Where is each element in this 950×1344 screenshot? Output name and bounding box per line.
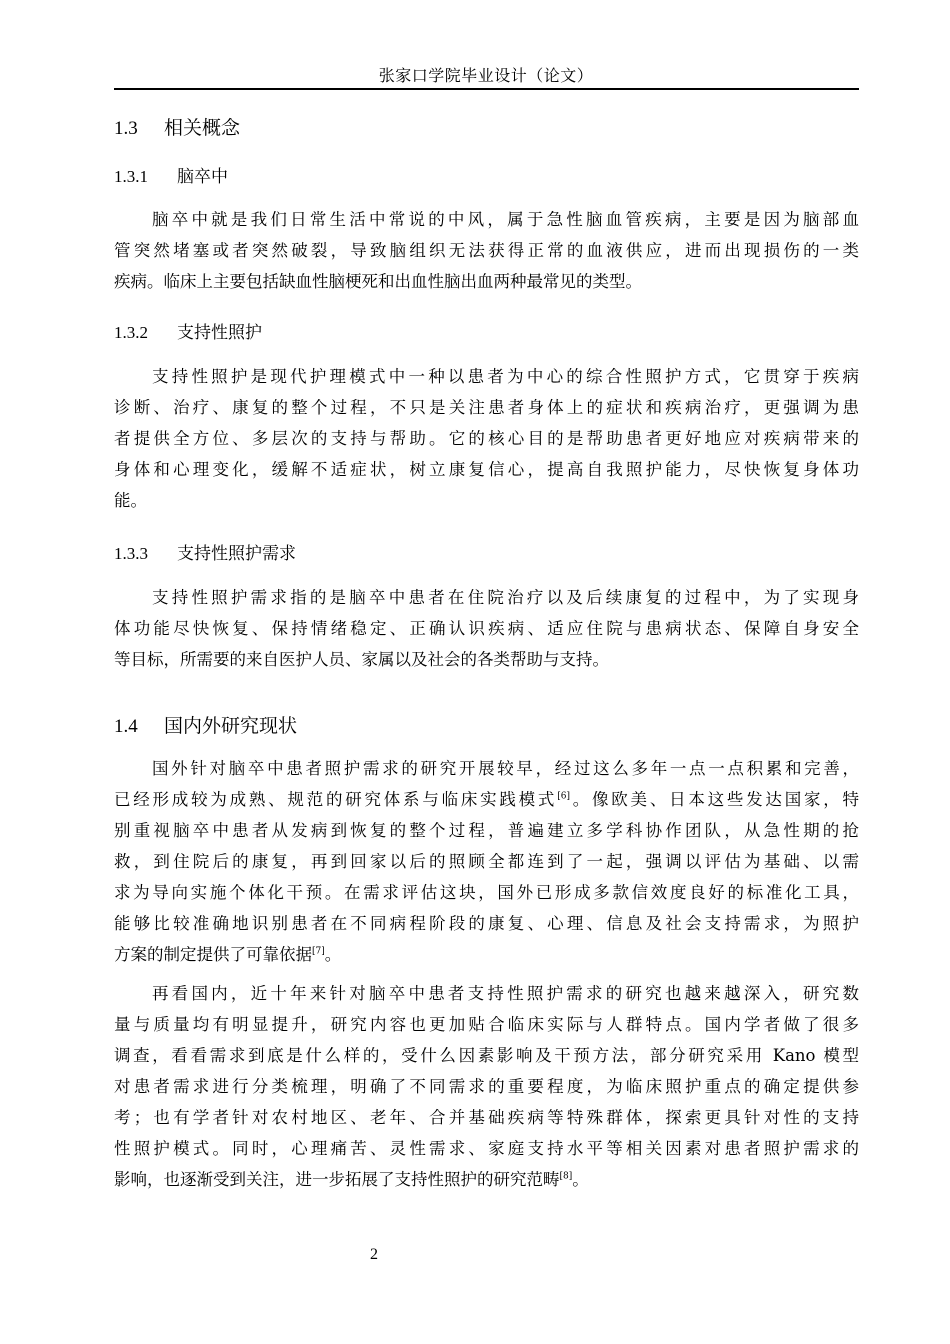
text-line: 性照护模式。同时，心理痛苦、灵性需求、家庭支持水平等相关因素对患者照护需求的 xyxy=(114,1139,859,1158)
text-line: 能够比较准确地识别患者在不同病程阶段的康复、心理、信息及社会支持需求，为照护 xyxy=(114,914,859,933)
heading-title: 支持性照护需求 xyxy=(177,544,296,564)
paragraph-domestic-research xyxy=(114,978,859,1195)
text-line: 对患者需求进行分类梳理，明确了不同需求的重要程度，为临床照护重点的确定提供参 xyxy=(114,1077,859,1096)
text-segment: 。 xyxy=(572,1170,589,1189)
heading-number: 1.4 xyxy=(114,716,138,737)
heading-1-4 xyxy=(114,714,297,739)
text-line xyxy=(114,784,859,815)
text-segment: 影响，也逐渐受到关注，进一步拓展了支持性照护的研究范畴 xyxy=(114,1170,560,1189)
heading-1-3-1 xyxy=(114,166,228,188)
citation-ref: [6] xyxy=(557,791,570,802)
header-divider xyxy=(114,88,859,90)
citation-ref: [8] xyxy=(559,1171,573,1182)
paragraph-stroke-definition xyxy=(114,204,859,297)
heading-title: 支持性照护 xyxy=(177,323,262,343)
text-line: 别重视脑卒中患者从发病到恢复的整个过程，普遍建立多学科协作团队，从急性期的抢 xyxy=(114,821,859,840)
heading-title: 国内外研究现状 xyxy=(164,715,298,737)
heading-title: 脑卒中 xyxy=(177,167,228,187)
text-line: 管突然堵塞或者突然破裂，导致脑组织无法获得正常的血液供应，进而出现损伤的一类 xyxy=(114,241,859,260)
heading-1-3 xyxy=(114,116,240,141)
heading-number: 1.3.1 xyxy=(114,167,148,186)
text-line: 救，到住院后的康复，再到回家以后的照顾全都连到了一起，强调以评估为基础、以需 xyxy=(114,852,859,871)
heading-number: 1.3.3 xyxy=(114,544,148,563)
heading-number: 1.3 xyxy=(114,118,138,139)
text-line: 再看国内，近十年来针对脑卒中患者支持性照护需求的研究也越来越深入，研究数 xyxy=(152,984,859,1003)
text-segment: 。像欧美、日本这些发达国家，特 xyxy=(569,790,860,809)
heading-title: 相关概念 xyxy=(164,117,241,139)
text-line: 体功能尽快恢复、保持情绪稳定、正确认识疾病、适应住院与患病状态、保障自身安全 xyxy=(114,619,859,638)
text-segment: 。 xyxy=(324,945,342,964)
text-line: 身体和心理变化，缓解不适症状，树立康复信心，提高自我照护能力，尽快恢复身体功 xyxy=(114,460,859,479)
text-segment: 方案的制定提供了可靠依据 xyxy=(114,945,312,964)
text-line: 求为导向实施个体化干预。在需求评估这块，国外已形成多款信效度良好的标准化工具， xyxy=(114,883,859,902)
text-line: 支持性照护需求指的是脑卒中患者在住院治疗以及后续康复的过程中，为了实现身 xyxy=(152,588,859,607)
text-line: 等目标，所需要的来自医护人员、家属以及社会的各类帮助与支持。 xyxy=(114,650,609,669)
paragraph-supportive-care-needs xyxy=(114,582,859,675)
text-line: 支持性照护是现代护理模式中一种以患者为中心的综合性照护方式，它贯穿于疾病 xyxy=(152,367,859,386)
text-line: 脑卒中就是我们日常生活中常说的中风，属于急性脑血管疾病，主要是因为脑部血 xyxy=(152,210,859,229)
text-line: 疾病。临床上主要包括缺血性脑梗死和出血性脑出血两种最常见的类型。 xyxy=(114,272,642,291)
heading-1-3-3 xyxy=(114,543,296,565)
heading-number: 1.3.2 xyxy=(114,323,148,342)
text-line: 诊断、治疗、康复的整个过程，不只是关注患者身体上的症状和疾病治疗，更强调为患 xyxy=(114,398,859,417)
paragraph-foreign-research xyxy=(114,753,859,970)
text-line: 能。 xyxy=(114,491,147,510)
paragraph-supportive-care xyxy=(114,361,859,516)
text-line: 调查，看看需求到底是什么样的，受什么因素影响及干预方法，部分研究采用 Kano 模型 xyxy=(114,1046,859,1065)
text-line: 者提供全方位、多层次的支持与帮助。它的核心目的是帮助患者更好地应对疾病带来的 xyxy=(114,429,859,448)
text-line xyxy=(114,1164,859,1195)
heading-1-3-2 xyxy=(114,322,262,344)
citation-ref: [7] xyxy=(312,946,325,957)
text-line: 量与质量均有明显提升，研究内容也更加贴合临床实际与人群特点。国内学者做了很多 xyxy=(114,1015,859,1034)
text-segment: 已经形成较为成熟、规范的研究体系与临床实践模式 xyxy=(114,790,558,809)
text-line xyxy=(114,939,859,970)
text-line: 国外针对脑卒中患者照护需求的研究开展较早，经过这么多年一点一点积累和完善， xyxy=(152,759,859,778)
page-header-title: 张家口学院毕业设计（论文） xyxy=(378,66,594,85)
page-number: 2 xyxy=(370,1246,378,1263)
text-line: 考；也有学者针对农村地区、老年、合并基础疾病等特殊群体，探索更具针对性的支持 xyxy=(114,1108,859,1127)
